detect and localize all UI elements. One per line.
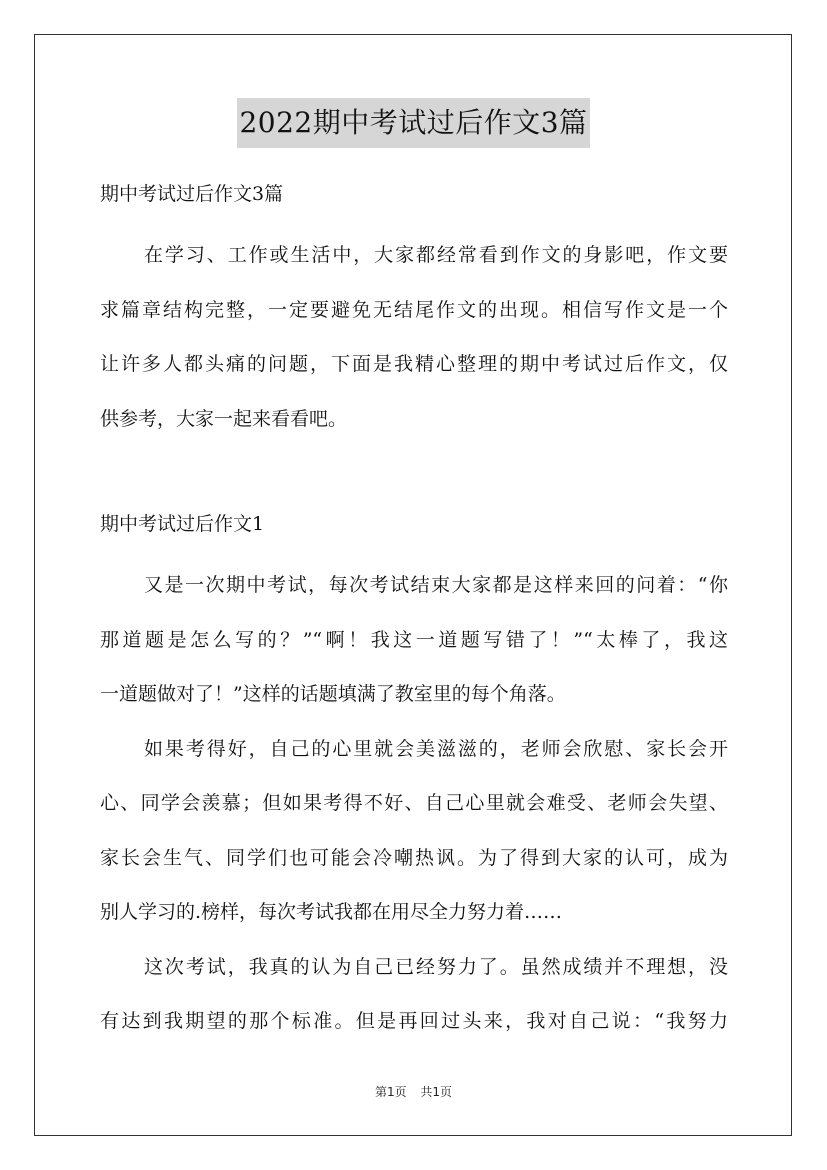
paragraph-line: 让许多人都头痛的问题，下面是我精心整理的期中考试过后作文，仅 bbox=[100, 353, 728, 375]
intro-paragraph bbox=[100, 228, 728, 446]
page-total: 共1页 bbox=[420, 1085, 453, 1099]
paragraph-line: 这次考试，我真的认为自己已经努力了。虽然成绩并不理想，没 bbox=[144, 955, 728, 978]
intro-heading: 期中考试过后作文3篇 bbox=[100, 183, 284, 205]
essay1-paragraph-2 bbox=[100, 722, 728, 940]
document-body bbox=[100, 174, 728, 1049]
paragraph-line: 别人学习的.榜样，每次考试我都在用尽全力努力着…… bbox=[100, 901, 563, 923]
page-number: 第1页 bbox=[374, 1085, 407, 1099]
paragraph-line: 如果考得好，自己的心里就会美滋滋的，老师会欣慰、家长会开 bbox=[144, 737, 728, 760]
paragraph-line: 那道题是怎么写的？”“啊！我这一道题写错了！”“太棒了，我这 bbox=[100, 628, 728, 651]
paragraph-line: 家长会生气、同学们也可能会冷嘲热讽。为了得到大家的认可，成为 bbox=[100, 846, 728, 869]
paragraph-line: 供参考，大家一起来看看吧。 bbox=[100, 407, 348, 430]
paragraph-line: 有达到我期望的那个标准。但是再回过头来，我对自己说：“我努力 bbox=[100, 1010, 728, 1032]
essay1-paragraph-3 bbox=[100, 940, 728, 1049]
document-title: 2022期中考试过后作文3篇 bbox=[237, 98, 589, 148]
paragraph-line: 心、同学会羡慕；但如果考得不好、自己心里就会难受、老师会失望、 bbox=[100, 792, 728, 814]
paragraph-line: 一道题做对了！”这样的话题填满了教室里的每个角落。 bbox=[100, 683, 566, 705]
paragraph-line: 求篇章结构完整，一定要避免无结尾作文的出现。相信写作文是一个 bbox=[100, 298, 728, 321]
essay1-paragraph-1 bbox=[100, 558, 728, 722]
page-footer bbox=[0, 1083, 827, 1100]
title-container bbox=[0, 98, 827, 148]
essay1-heading: 期中考试过后作文1 bbox=[100, 513, 265, 535]
paragraph-line: 在学习、工作或生活中，大家都经常看到作文的身影吧，作文要 bbox=[144, 244, 728, 266]
paragraph-line: 又是一次期中考试，每次考试结束大家都是这样来回的问着：“你 bbox=[144, 574, 728, 596]
